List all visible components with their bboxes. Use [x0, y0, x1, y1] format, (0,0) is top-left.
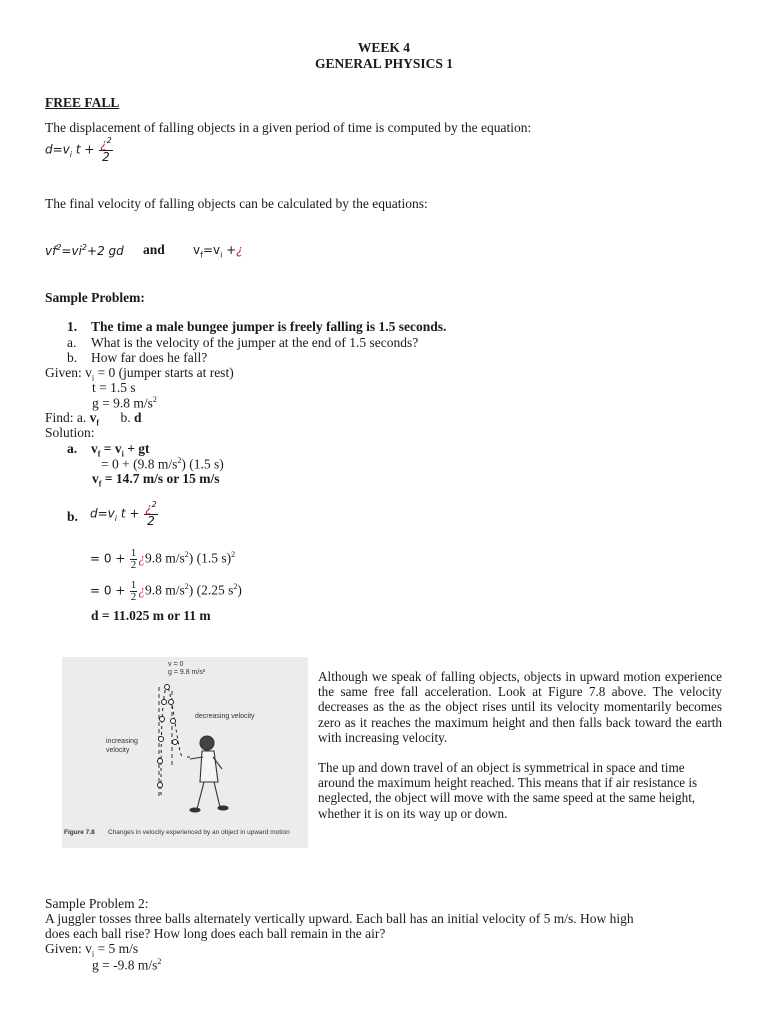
- paragraph-symmetry: The up and down travel of an object is symmetrical in space and time around the maximum height reached. This means that if air resistance is neglected, the object will move with the same speed at the same height, whether it is on its way up or down.: [318, 760, 698, 821]
- solution-a-label: a.: [67, 441, 78, 456]
- figure-drawing: [62, 657, 308, 848]
- figure-label-decreasing: decreasing velocity: [195, 713, 255, 720]
- given-t: t = 1.5 s: [92, 380, 136, 395]
- velocity-equation-1: $vf^2=vi^2+2$ gd: [45, 243, 124, 258]
- question-a-label: a.: [67, 335, 77, 350]
- figure-7-8: [62, 657, 308, 848]
- question-a: What is the velocity of the jumper at the end of 1.5 seconds?: [91, 335, 419, 350]
- figure-caption: Changes in velocity experienced by an object in upward motion: [108, 829, 290, 836]
- sample-problem-2-given-vi: Given: $v_i = 5$ m/s: [45, 941, 139, 959]
- solution-a-substitution: = 0 + (9.8 $m/s^2$) (1.5 s): [101, 456, 224, 472]
- solution-a-result: $v_f = 14.7$ m/s or 15 m/s: [92, 471, 220, 489]
- solution-label: Solution:: [45, 425, 95, 440]
- displacement-equation: $d=v_i$ t + $\frac{¿^2}{2}$: [45, 136, 112, 164]
- solution-b-result: d = 11.025 m or 11 m: [91, 608, 211, 623]
- figure-label-increasing: increasing velocity: [106, 738, 138, 754]
- sample-problem-2-line-1: A juggler tosses three balls alternately vertically upward. Each ball has an initial velocity of 5 m/s. How high: [45, 911, 634, 926]
- given-g: g = 9.8 $m/s^2$: [92, 395, 157, 411]
- and-word: and: [143, 242, 165, 257]
- velocity-equation-2: $v_f=v_i$ +¿: [193, 243, 243, 260]
- paragraph-free-fall-upward: Although we speak of falling objects, objects in upward motion experience the same free fall acceleration. Look at Figure 7.8 above. The velocity decreases as the as the object rises until its velocity momentarily becomes zero as it reaches the maximum height and then falls back toward the earth with increasing velocity.: [318, 669, 722, 745]
- solution-b-label: b.: [67, 509, 78, 524]
- sample-problem-2-heading: Sample Problem 2:: [45, 896, 149, 911]
- sample-problem-2-given-g: g = -9.8 $m/s^2$: [92, 957, 162, 973]
- solution-b-step-1: = 0 + $\frac{1}{2}$ ¿9.8 $m/s^2$) (1.5 s)$^2$: [90, 547, 236, 571]
- free-fall-heading: FREE FALL: [45, 95, 120, 110]
- solution-b-formula: $d=v_i$ t + $\frac{¿^2}{2}$: [90, 500, 157, 528]
- find-line: Find: a. $v_f$ b. d: [45, 410, 142, 428]
- figure-label-v0: v = 0: [168, 661, 184, 668]
- figure-label-g: g = 9.8 m/s²: [168, 669, 206, 676]
- week-title: WEEK 4: [357, 40, 411, 55]
- displacement-text: The displacement of falling objects in a given period of time is computed by the equation:: [45, 120, 532, 135]
- question-b-label: b.: [67, 350, 78, 365]
- solution-b-step-2: = 0 + $\frac{1}{2}$ ¿9.8 $m/s^2$) (2.25 $s^2$): [90, 579, 242, 603]
- question-b: How far does he fall?: [91, 350, 208, 365]
- sample-problem-2-line-2: does each ball rise? How long does each ball remain in the air?: [45, 926, 386, 941]
- solution-a-formula: $v_f = v_i$ + gt: [91, 441, 150, 459]
- course-title: GENERAL PHYSICS 1: [314, 56, 454, 71]
- problem-statement: The time a male bungee jumper is freely falling is 1.5 seconds.: [91, 319, 447, 334]
- given-vi: Given: $v_i = 0$ (jumper starts at rest): [45, 365, 234, 383]
- problem-number: 1.: [67, 319, 78, 334]
- final-velocity-text: The final velocity of falling objects can be calculated by the equations:: [45, 196, 428, 211]
- figure-caption-number: Figure 7.8: [64, 829, 95, 836]
- sample-problem-heading: Sample Problem:: [45, 290, 145, 305]
